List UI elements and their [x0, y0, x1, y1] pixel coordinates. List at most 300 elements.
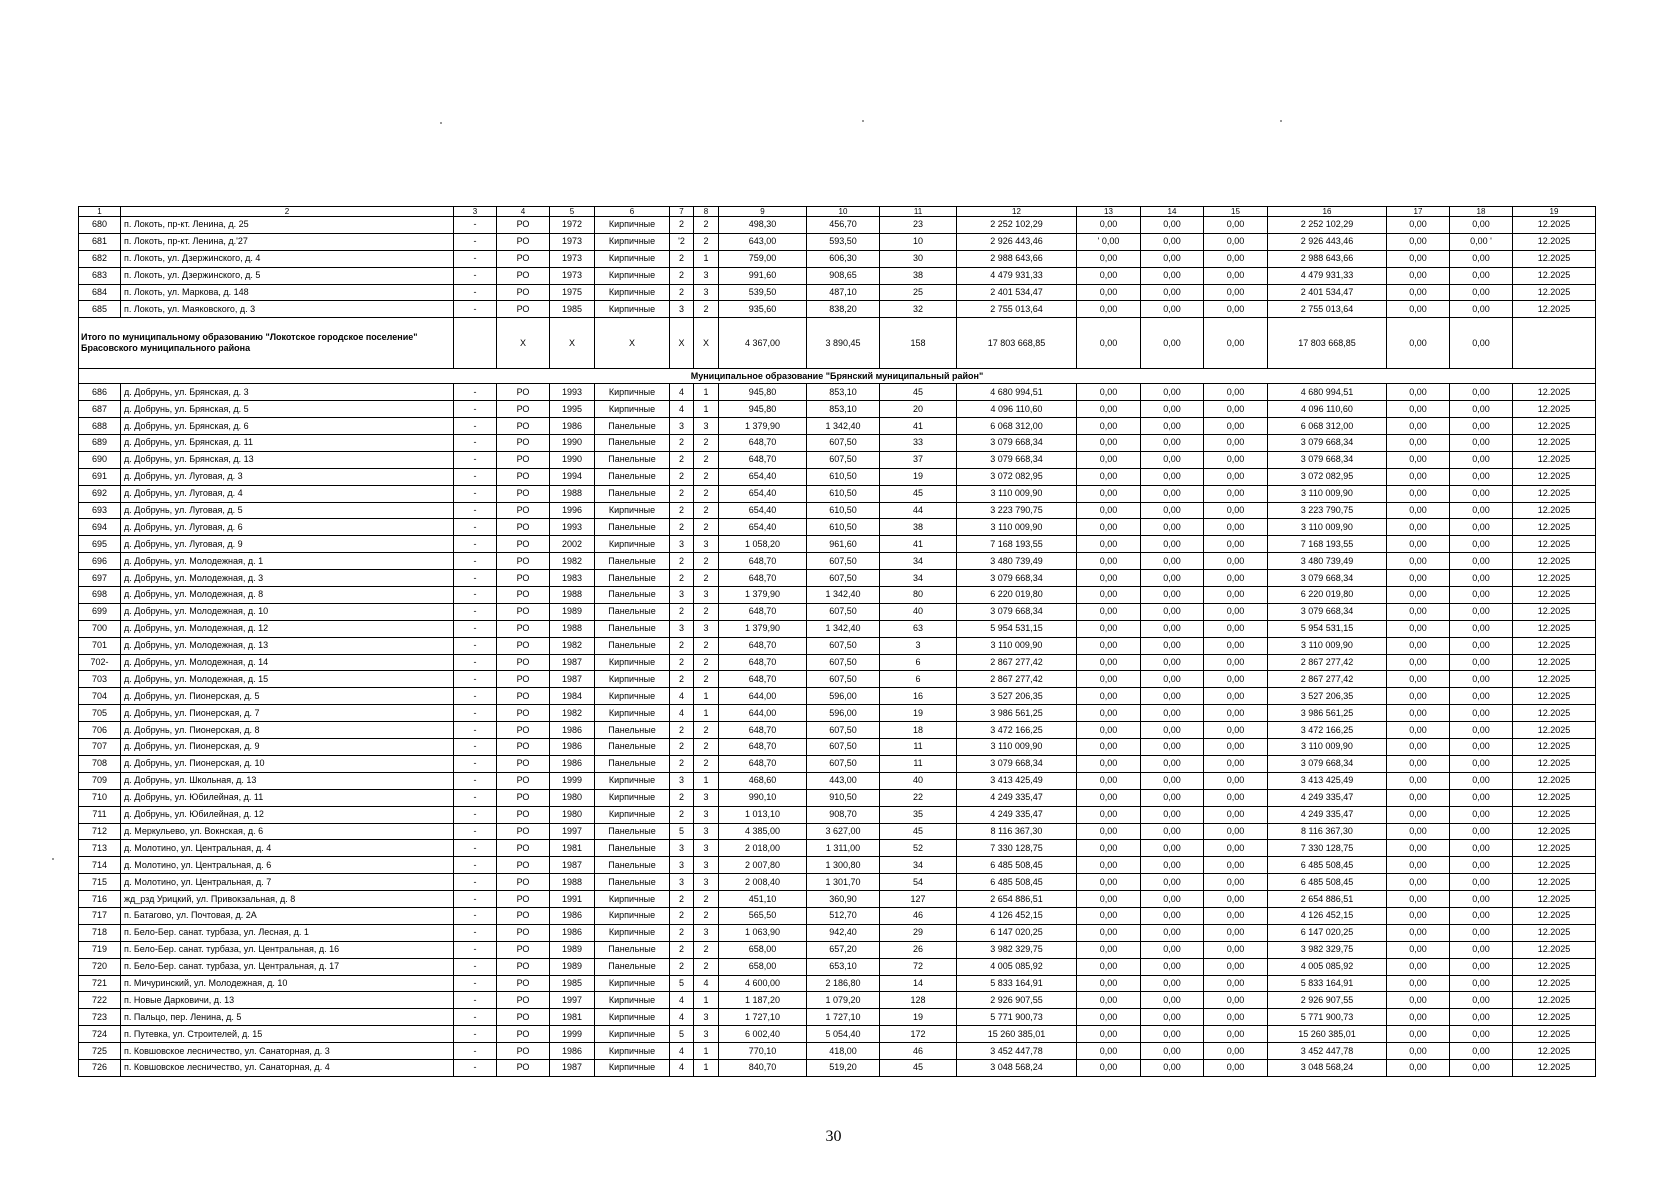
- table-cell: 2: [694, 468, 719, 485]
- table-cell: Кирпичные: [595, 975, 670, 992]
- table-cell: д. Добрунь, ул. Брянская, д. 3: [121, 384, 454, 401]
- table-cell: -: [454, 941, 497, 958]
- table-cell: -: [454, 924, 497, 941]
- table-cell: 683: [79, 267, 121, 284]
- table-cell: 40: [880, 603, 957, 620]
- table-cell: 0,00: [1141, 267, 1204, 284]
- table-cell: 3: [694, 620, 719, 637]
- table-cell: п. Батагово, ул. Почтовая, д. 2А: [121, 907, 454, 924]
- table-cell: 0,00: [1204, 318, 1268, 369]
- table-cell: 12.2025: [1513, 688, 1596, 705]
- table-cell: 724: [79, 1026, 121, 1043]
- table-cell: 0,00: [1077, 451, 1141, 468]
- table-cell: 15 260 385,01: [1268, 1026, 1387, 1043]
- table-cell: Панельные: [595, 468, 670, 485]
- table-cell: Кирпичные: [595, 688, 670, 705]
- table-cell: 0,00: [1204, 891, 1268, 908]
- table-cell: 0,00: [1387, 739, 1450, 756]
- table-cell: 0,00: [1387, 924, 1450, 941]
- table-cell: 13: [1077, 207, 1141, 217]
- table-cell: РО: [497, 772, 550, 789]
- table-row: [79, 418, 1596, 435]
- table-cell: 12: [957, 207, 1077, 217]
- table-cell: РО: [497, 233, 550, 250]
- table-cell: 0,00: [1077, 267, 1141, 284]
- table-cell: Кирпичные: [595, 992, 670, 1009]
- table-cell: 643,00: [719, 233, 807, 250]
- table-cell: 610,50: [807, 519, 880, 536]
- table-cell: 2: [670, 806, 694, 823]
- table-cell: 54: [880, 874, 957, 891]
- table-cell: 1987: [550, 1059, 595, 1076]
- table-cell: 418,00: [807, 1043, 880, 1060]
- table-cell: 1991: [550, 891, 595, 908]
- table-cell: 607,50: [807, 637, 880, 654]
- table-cell: 991,60: [719, 267, 807, 284]
- table-cell: 172: [880, 1026, 957, 1043]
- table-row: [79, 301, 1596, 318]
- table-cell: 0,00: [1141, 1009, 1204, 1026]
- table-cell: 0,00: [1387, 570, 1450, 587]
- table-cell: 0,00: [1141, 705, 1204, 722]
- table-cell: п. Локоть, ул. Маркова, д. 148: [121, 284, 454, 301]
- table-cell: 0,00: [1077, 620, 1141, 637]
- table-cell: 0,00: [1450, 755, 1513, 772]
- table-cell: 648,70: [719, 435, 807, 452]
- table-cell: 3 472 166,25: [1268, 722, 1387, 739]
- table-row: [79, 857, 1596, 874]
- table-cell: 12.2025: [1513, 267, 1596, 284]
- table-cell: 4: [670, 1009, 694, 1026]
- table-row: [79, 519, 1596, 536]
- table-cell: 4 367,00: [719, 318, 807, 369]
- table-cell: РО: [497, 384, 550, 401]
- table-row: [79, 992, 1596, 1009]
- table-cell: 17 803 668,85: [1268, 318, 1387, 369]
- total-label: Итого по муниципальному образованию "Локотское городское поселение" Брасовского муниципального района: [79, 318, 454, 369]
- table-cell: 1986: [550, 418, 595, 435]
- table-cell: Кирпичные: [595, 891, 670, 908]
- table-cell: 0,00: [1141, 840, 1204, 857]
- table-cell: 0,00: [1387, 654, 1450, 671]
- table-cell: -: [454, 739, 497, 756]
- table-cell: 41: [880, 536, 957, 553]
- table-cell: 0,00: [1204, 1026, 1268, 1043]
- table-cell: РО: [497, 536, 550, 553]
- table-cell: 4 680 994,51: [1268, 384, 1387, 401]
- table-cell: 606,30: [807, 250, 880, 267]
- table-cell: д. Добрунь, ул. Молодежная, д. 14: [121, 654, 454, 671]
- table-cell: 0,00: [1450, 958, 1513, 975]
- table-cell: 689: [79, 435, 121, 452]
- table-cell: 691: [79, 468, 121, 485]
- table-cell: 2: [694, 485, 719, 502]
- table-cell: 0,00: [1077, 874, 1141, 891]
- table-cell: 4: [670, 1059, 694, 1076]
- table-cell: Кирпичные: [595, 250, 670, 267]
- table-row: [79, 907, 1596, 924]
- table-cell: РО: [497, 267, 550, 284]
- table-cell: 0,00: [1387, 418, 1450, 435]
- table-cell: 41: [880, 418, 957, 435]
- table-cell: 8 116 367,30: [957, 823, 1077, 840]
- table-cell: д. Добрунь, ул. Молодежная, д. 3: [121, 570, 454, 587]
- table-cell: п. Локоть, ул. Маяковского, д. 3: [121, 301, 454, 318]
- table-cell: 648,70: [719, 451, 807, 468]
- table-cell: 12.2025: [1513, 603, 1596, 620]
- table-cell: Панельные: [595, 418, 670, 435]
- table-cell: 2: [670, 603, 694, 620]
- table-cell: 0,00: [1204, 907, 1268, 924]
- table-cell: Панельные: [595, 553, 670, 570]
- housing-register-table: [78, 206, 1596, 1077]
- table-cell: 5 771 900,73: [957, 1009, 1077, 1026]
- table-cell: 690: [79, 451, 121, 468]
- table-cell: 2: [670, 722, 694, 739]
- table-cell: 990,10: [719, 789, 807, 806]
- table-cell: 759,00: [719, 250, 807, 267]
- table-cell: 2: [670, 924, 694, 941]
- table-cell: 0,00: [1077, 217, 1141, 234]
- table-cell: 2 867 277,42: [1268, 671, 1387, 688]
- table-cell: 0,00: [1077, 587, 1141, 604]
- table-cell: 1 300,80: [807, 857, 880, 874]
- table-cell: 12.2025: [1513, 519, 1596, 536]
- table-cell: 5: [550, 207, 595, 217]
- table-cell: 468,60: [719, 772, 807, 789]
- table-cell: -: [454, 553, 497, 570]
- table-cell: д. Добрунь, ул. Школьная, д. 13: [121, 772, 454, 789]
- table-cell: Кирпичные: [595, 806, 670, 823]
- table-cell: 0,00: [1204, 739, 1268, 756]
- table-cell: 0,00: [1204, 301, 1268, 318]
- table-row: [79, 874, 1596, 891]
- table-cell: 3: [670, 772, 694, 789]
- table-cell: 12.2025: [1513, 284, 1596, 301]
- table-cell: 34: [880, 553, 957, 570]
- table-cell: 12.2025: [1513, 233, 1596, 250]
- table-cell: Кирпичные: [595, 705, 670, 722]
- table-cell: 658,00: [719, 958, 807, 975]
- table-cell: 5: [670, 1026, 694, 1043]
- table-cell: 2: [670, 755, 694, 772]
- table-cell: 12.2025: [1513, 384, 1596, 401]
- table-cell: 19: [880, 705, 957, 722]
- table-cell: 0,00: [1077, 1043, 1141, 1060]
- table-cell: 708: [79, 755, 121, 772]
- table-cell: 519,20: [807, 1059, 880, 1076]
- table-cell: д. Добрунь, ул. Луговая, д. 5: [121, 502, 454, 519]
- table-cell: 840,70: [719, 1059, 807, 1076]
- table-cell: 721: [79, 975, 121, 992]
- table-cell: 17: [1387, 207, 1450, 217]
- table-cell: 0,00: [1141, 806, 1204, 823]
- table-cell: 5 833 164,91: [1268, 975, 1387, 992]
- table-cell: 0,00: [1450, 301, 1513, 318]
- table-cell: 945,80: [719, 401, 807, 418]
- table-cell: Кирпичные: [595, 284, 670, 301]
- table-cell: 0,00: [1141, 891, 1204, 908]
- table-cell: 2 252 102,29: [1268, 217, 1387, 234]
- table-cell: д. Добрунь, ул. Луговая, д. 4: [121, 485, 454, 502]
- table-cell: 2: [670, 941, 694, 958]
- table-cell: 1: [694, 992, 719, 1009]
- table-cell: 607,50: [807, 451, 880, 468]
- table-cell: РО: [497, 806, 550, 823]
- table-cell: 0,00: [1204, 789, 1268, 806]
- table-cell: 0,00: [1450, 318, 1513, 369]
- table-cell: 695: [79, 536, 121, 553]
- table-cell: 0,00: [1450, 519, 1513, 536]
- table-cell: 0,00: [1204, 519, 1268, 536]
- table-cell: 3: [670, 874, 694, 891]
- table-cell: 2: [670, 502, 694, 519]
- table-cell: 0,00: [1141, 301, 1204, 318]
- table-cell: 0,00: [1141, 1059, 1204, 1076]
- table-cell: 716: [79, 891, 121, 908]
- table-cell: РО: [497, 823, 550, 840]
- table-cell: 1: [694, 1043, 719, 1060]
- table-cell: 0,00: [1450, 570, 1513, 587]
- table-row: [79, 468, 1596, 485]
- scan-speck: [440, 122, 442, 124]
- table-cell: РО: [497, 250, 550, 267]
- table-cell: 1985: [550, 975, 595, 992]
- table-cell: 2 018,00: [719, 840, 807, 857]
- table-cell: 719: [79, 941, 121, 958]
- table-cell: 2: [694, 941, 719, 958]
- table-cell: 2: [670, 570, 694, 587]
- table-cell: 0,00: [1141, 637, 1204, 654]
- table-cell: 5 833 164,91: [957, 975, 1077, 992]
- table-cell: 0,00: [1141, 587, 1204, 604]
- table-cell: 12.2025: [1513, 620, 1596, 637]
- table-cell: 3: [694, 418, 719, 435]
- table-cell: 0,00: [1204, 772, 1268, 789]
- table-cell: 0,00: [1387, 250, 1450, 267]
- table-cell: 0,00: [1450, 401, 1513, 418]
- table-cell: 1996: [550, 502, 595, 519]
- table-cell: 2: [670, 435, 694, 452]
- table-cell: 3: [694, 840, 719, 857]
- table-cell: 0,00: [1387, 857, 1450, 874]
- table-cell: РО: [497, 587, 550, 604]
- table-body: [79, 207, 1596, 1077]
- table-cell: 1 013,10: [719, 806, 807, 823]
- table-cell: 45: [880, 823, 957, 840]
- table-cell: 10: [807, 207, 880, 217]
- table-cell: 0,00: [1387, 755, 1450, 772]
- table-cell: РО: [497, 722, 550, 739]
- table-cell: РО: [497, 705, 550, 722]
- table-cell: 3: [670, 301, 694, 318]
- table-cell: Кирпичные: [595, 267, 670, 284]
- table-cell: 0,00: [1450, 705, 1513, 722]
- table-row: [79, 1026, 1596, 1043]
- table-cell: 1 379,90: [719, 620, 807, 637]
- table-cell: 1972: [550, 217, 595, 234]
- table-cell: 12.2025: [1513, 401, 1596, 418]
- table-cell: 2 008,40: [719, 874, 807, 891]
- table-cell: 0,00: [1077, 637, 1141, 654]
- table-cell: -: [454, 502, 497, 519]
- table-cell: Панельные: [595, 637, 670, 654]
- table-cell: 0,00: [1204, 958, 1268, 975]
- table-cell: 0,00: [1141, 485, 1204, 502]
- table-cell: 12.2025: [1513, 217, 1596, 234]
- table-cell: 0,00: [1141, 233, 1204, 250]
- table-cell: 0,00: [1387, 1026, 1450, 1043]
- table-cell: 2: [694, 755, 719, 772]
- table-cell: 713: [79, 840, 121, 857]
- table-cell: 908,70: [807, 806, 880, 823]
- table-cell: 0,00: [1141, 250, 1204, 267]
- table-cell: 6 220 019,80: [1268, 587, 1387, 604]
- table-cell: 45: [880, 1059, 957, 1076]
- table-cell: 12.2025: [1513, 975, 1596, 992]
- table-cell: 654,40: [719, 485, 807, 502]
- table-cell: 654,40: [719, 468, 807, 485]
- table-cell: Кирпичные: [595, 401, 670, 418]
- table-cell: 0,00: [1387, 233, 1450, 250]
- table-cell: 11: [880, 755, 957, 772]
- table-cell: 12.2025: [1513, 840, 1596, 857]
- table-cell: 2 401 534,47: [957, 284, 1077, 301]
- table-cell: 0,00: [1450, 620, 1513, 637]
- table-cell: -: [454, 806, 497, 823]
- table-cell: 593,50: [807, 233, 880, 250]
- table-cell: 3 527 206,35: [957, 688, 1077, 705]
- table-cell: Кирпичные: [595, 1026, 670, 1043]
- table-cell: 0,00: [1204, 671, 1268, 688]
- table-cell: 0,00: [1077, 857, 1141, 874]
- table-cell: 2: [670, 284, 694, 301]
- table-cell: X: [595, 318, 670, 369]
- table-cell: 0,00: [1141, 722, 1204, 739]
- table-cell: 3: [694, 823, 719, 840]
- table-cell: 2: [670, 519, 694, 536]
- table-cell: 45: [880, 485, 957, 502]
- table-cell: д. Добрунь, ул. Молодежная, д. 8: [121, 587, 454, 604]
- table-cell: Панельные: [595, 451, 670, 468]
- table-cell: 1983: [550, 570, 595, 587]
- table-cell: 2: [694, 907, 719, 924]
- table-cell: 853,10: [807, 401, 880, 418]
- table-cell: X: [497, 318, 550, 369]
- table-cell: 1993: [550, 384, 595, 401]
- table-cell: 512,70: [807, 907, 880, 924]
- table-cell: 686: [79, 384, 121, 401]
- table-cell: 0,00: [1141, 654, 1204, 671]
- table-cell: 3: [670, 587, 694, 604]
- table-row: [79, 722, 1596, 739]
- table-cell: 1 058,20: [719, 536, 807, 553]
- table-cell: Панельные: [595, 958, 670, 975]
- table-cell: РО: [497, 401, 550, 418]
- table-cell: 0,00: [1450, 250, 1513, 267]
- table-cell: д. Добрунь, ул. Юбилейная, д. 12: [121, 806, 454, 823]
- table-cell: 0,00: [1387, 401, 1450, 418]
- table-cell: 2: [694, 722, 719, 739]
- table-cell: 0,00: [1204, 620, 1268, 637]
- table-cell: 0,00: [1387, 907, 1450, 924]
- table-cell: 0,00: [1077, 1009, 1141, 1026]
- table-cell: -: [454, 789, 497, 806]
- table-cell: 0,00: [1077, 1059, 1141, 1076]
- table-cell: 565,50: [719, 907, 807, 924]
- table-cell: 12.2025: [1513, 789, 1596, 806]
- table-cell: РО: [497, 891, 550, 908]
- table-cell: п. Бело-Бер. санат. турбаза, ул. Лесная, д. 1: [121, 924, 454, 941]
- table-cell: 0,00: [1387, 217, 1450, 234]
- table-cell: 40: [880, 772, 957, 789]
- table-cell: 12.2025: [1513, 992, 1596, 1009]
- table-cell: 1989: [550, 941, 595, 958]
- table-cell: 596,00: [807, 705, 880, 722]
- table-cell: 3 982 329,75: [957, 941, 1077, 958]
- table-cell: -: [454, 1043, 497, 1060]
- table-cell: 1 063,90: [719, 924, 807, 941]
- table-cell: 0,00: [1141, 570, 1204, 587]
- table-cell: 1990: [550, 435, 595, 452]
- table-cell: 3: [454, 207, 497, 217]
- table-cell: 1: [79, 207, 121, 217]
- table-cell: 607,50: [807, 553, 880, 570]
- table-cell: 0,00: [1450, 1043, 1513, 1060]
- table-cell: 0,00: [1141, 755, 1204, 772]
- table-cell: РО: [497, 603, 550, 620]
- table-cell: 2: [670, 891, 694, 908]
- table-cell: 0,00: [1450, 891, 1513, 908]
- table-cell: 12.2025: [1513, 468, 1596, 485]
- table-cell: 0,00: [1077, 1026, 1141, 1043]
- table-cell: 12.2025: [1513, 587, 1596, 604]
- table-cell: 0,00: [1450, 857, 1513, 874]
- table-cell: 12.2025: [1513, 502, 1596, 519]
- table-row: [79, 789, 1596, 806]
- table-cell: Кирпичные: [595, 924, 670, 941]
- table-cell: 2: [694, 654, 719, 671]
- table-cell: 17 803 668,85: [957, 318, 1077, 369]
- table-cell: 1986: [550, 722, 595, 739]
- scan-speck: [862, 120, 864, 122]
- table-cell: п. Бело-Бер. санат. турбаза, ул. Центральная, д. 16: [121, 941, 454, 958]
- table-cell: 1986: [550, 924, 595, 941]
- table-cell: 0,00: [1387, 553, 1450, 570]
- table-cell: Панельные: [595, 620, 670, 637]
- table-cell: 0,00: [1387, 267, 1450, 284]
- table-cell: 693: [79, 502, 121, 519]
- table-cell: 16: [880, 688, 957, 705]
- table-cell: 3: [670, 620, 694, 637]
- table-cell: 0,00: [1450, 739, 1513, 756]
- table-cell: 0,00: [1387, 1009, 1450, 1026]
- table-cell: РО: [497, 1009, 550, 1026]
- table-cell: 0,00: [1204, 654, 1268, 671]
- table-cell: 34: [880, 857, 957, 874]
- table-row: [79, 975, 1596, 992]
- table-cell: -: [454, 418, 497, 435]
- table-cell: 703: [79, 671, 121, 688]
- table-cell: Панельные: [595, 941, 670, 958]
- table-cell: 0,00: [1450, 823, 1513, 840]
- table-cell: 694: [79, 519, 121, 536]
- table-cell: 648,70: [719, 553, 807, 570]
- table-cell: 0,00: [1077, 570, 1141, 587]
- table-cell: д. Добрунь, ул. Юбилейная, д. 11: [121, 789, 454, 806]
- table-cell: 1982: [550, 705, 595, 722]
- table-cell: -: [454, 570, 497, 587]
